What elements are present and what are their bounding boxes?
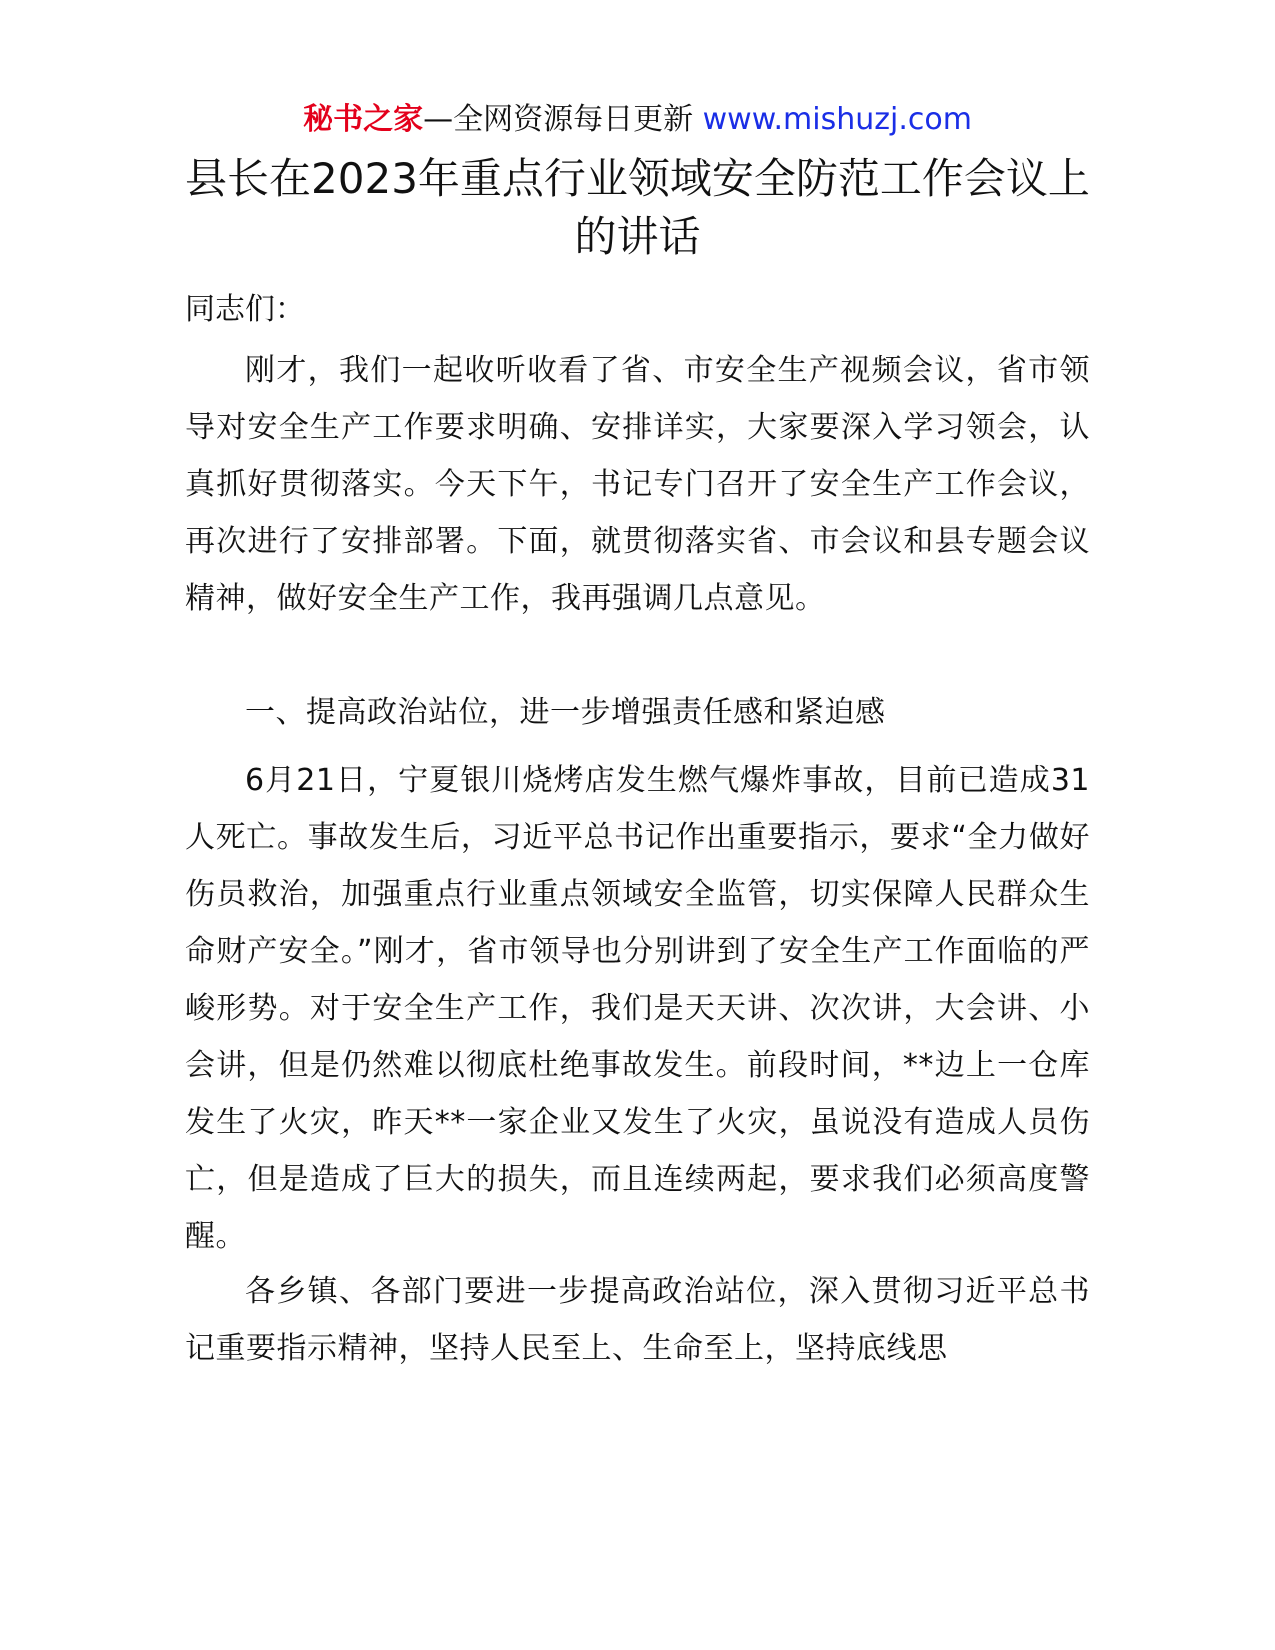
document-title: 县长在2023年重点行业领域安全防范工作会议上的讲话 — [185, 154, 1090, 261]
header-slogan: —全网资源每日更新 — [423, 102, 703, 137]
section-heading-1: 一、提高政治站位，进一步增强责任感和紧迫感 — [245, 695, 886, 730]
site-url-link[interactable]: www.mishuzj.com — [702, 102, 972, 137]
site-header — [0, 100, 1275, 140]
paragraph-intro: 刚才，我们一起收听收看了省、市安全生产视频会议，省市领导对安全生产工作要求明确、安排详实，大家要深入学习领会，认真抓好贯彻落实。今天下午，书记专门召开了安全生产工作会议，再次进行了安排部署。下面，就贯彻落实省、市会议和县专题会议精神，做好安全生产工作，我再强调几点意见。 — [185, 353, 1090, 616]
brand-name: 秘书之家 — [303, 102, 424, 137]
paragraph-incident: 6月21日，宁夏银川烧烤店发生燃气爆炸事故，目前已造成31人死亡。事故发生后，习近平总书记作出重要指示，要求“全力做好伤员救治，加强重点行业重点领域安全监管，切实保障人民群众生命财产安全。”刚才，省市领导也分别讲到了安全生产工作面临的严峻形势。对于安全生产工作，我们是天天讲、次次讲，大会讲、小会讲，但是仍然难以彻底杜绝事故发生。前段时间，**边上一仓库发生了火灾，昨天**一家企业又发生了火灾，虽说没有造成人员伤亡，但是造成了巨大的损失，而且连续两起，要求我们必须高度警醒。 — [185, 763, 1090, 1254]
salutation: 同志们： — [185, 292, 305, 327]
paragraph-requirements: 各乡镇、各部门要进一步提高政治站位，深入贯彻习近平总书记重要指示精神，坚持人民至上、生命至上，坚持底线思 — [185, 1274, 1090, 1366]
